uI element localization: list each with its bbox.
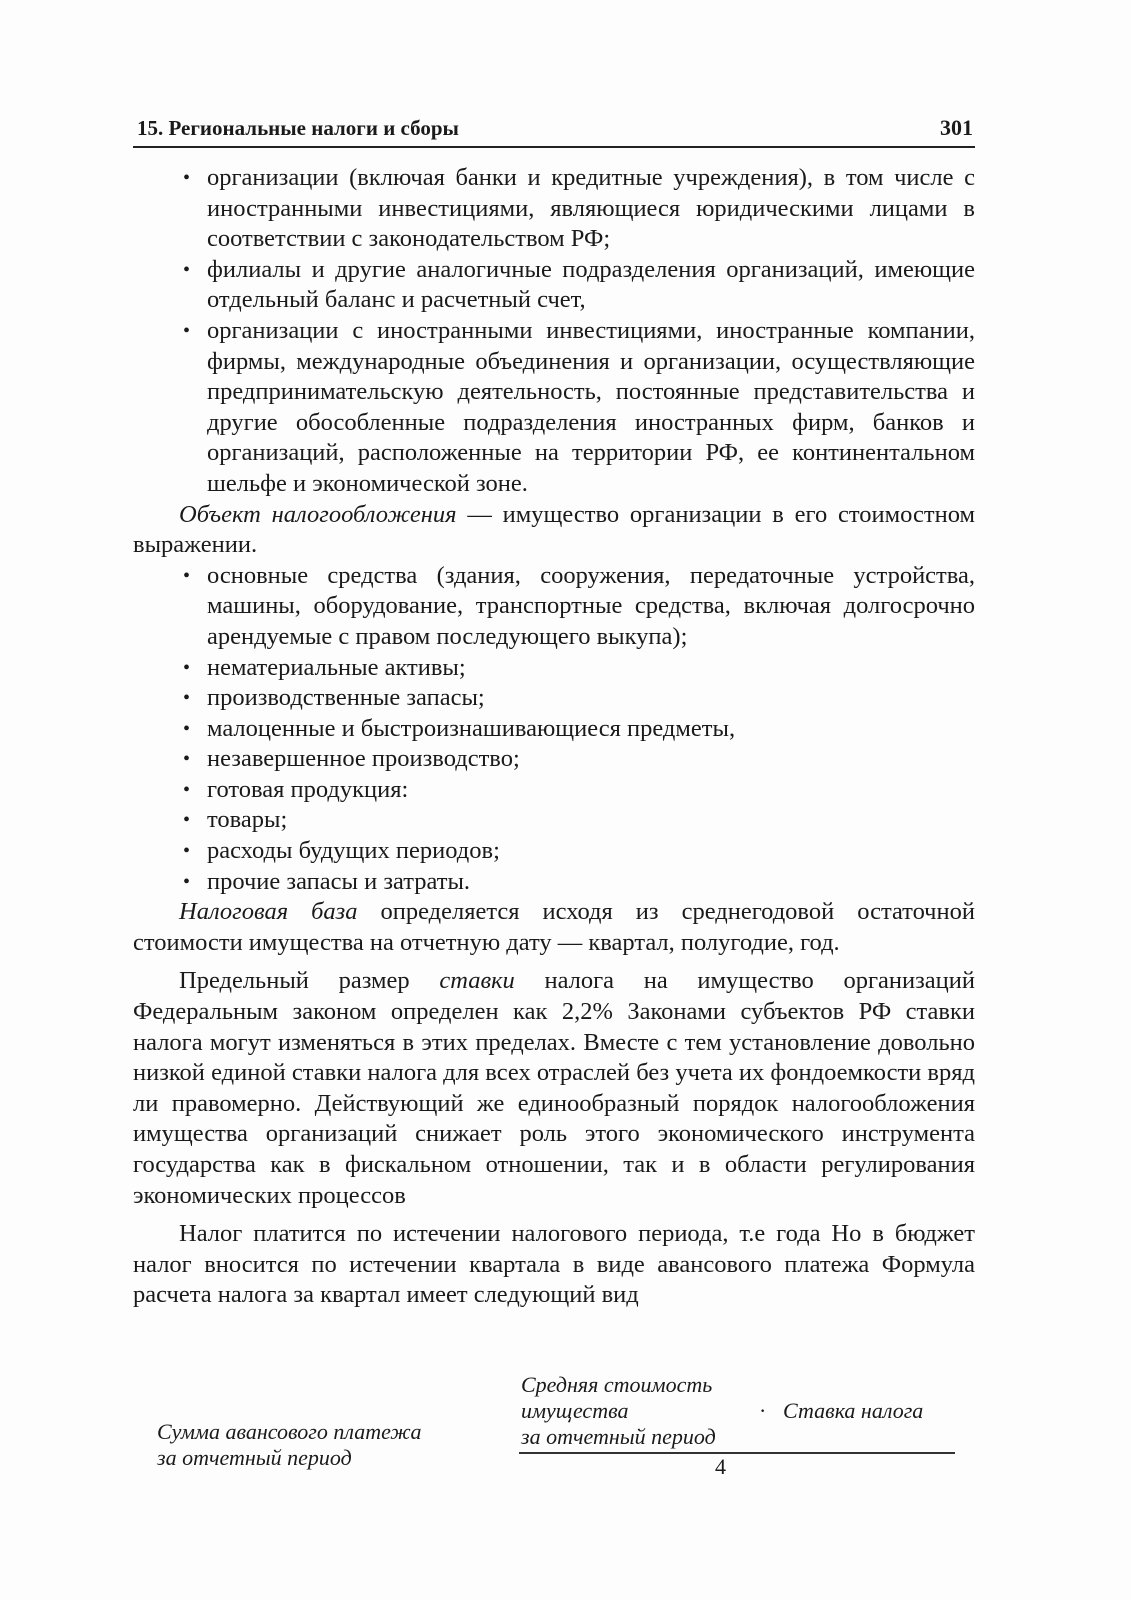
list-item: • филиалы и другие аналогичные подразделения организаций, имеющие отдельный баланс и расчетный счет, bbox=[183, 255, 975, 314]
list-item: • прочие запасы и затраты. bbox=[133, 867, 975, 898]
advance-payment-formula bbox=[133, 1372, 975, 1512]
tax-base-paragraph: Налоговая база определяется исходя из среднегодовой остаточной стоимости имущества на отчетную дату — квартал, полугодие, год. bbox=[133, 898, 975, 956]
tax-rate-paragraph: Предельный размер ставки налога на имущество организаций Федеральным законом определен как 2,2% Законами субъектов РФ ставки налога могут изменяться в этих пределах. Вместе с тем установление довольно низкой единой ставки налога для всех отраслей без учета их фондоемкости вряд ли правомерно. Действующий же единообразный порядок налогообложения имущества организаций снижает роль этого экономического инструмента государства как в фискальном отношении, так и в области регулирования экономических процессов bbox=[133, 967, 975, 1209]
numerator-line2: имущества bbox=[521, 1398, 629, 1423]
bullet-icon: • bbox=[183, 656, 191, 679]
bullet-icon: • bbox=[183, 319, 191, 342]
list-item: • незавершенное производство; bbox=[133, 744, 975, 775]
term-object: Объект налогообложения bbox=[179, 500, 457, 528]
taxpayers-list bbox=[133, 163, 975, 500]
bullet-icon: • bbox=[183, 564, 191, 587]
list-item: • расходы будущих периодов; bbox=[133, 836, 975, 867]
bullet-icon: • bbox=[183, 717, 191, 740]
list-item: • малоценные и быстроизнашивающиеся предметы, bbox=[133, 714, 975, 745]
bullet-icon: • bbox=[183, 748, 191, 771]
bullet-icon: • bbox=[183, 778, 191, 801]
numerator-line1: Средняя стоимость bbox=[521, 1372, 713, 1397]
list-item: • товары; bbox=[133, 805, 975, 836]
payment-paragraph: Налог платится по истечении налогового периода, т.е года Но в бюджет налог вносится по истечении квартала в виде авансового платежа Формула расчета налога за квартал имеет следующий вид bbox=[133, 1220, 975, 1309]
formula-denominator: 4 bbox=[715, 1454, 726, 1479]
formula-left-line2: за отчетный период bbox=[157, 1445, 352, 1470]
object-paragraph: Объект налогообложения — имущество организации в его стоимостном выражении. bbox=[133, 500, 976, 559]
term-rate: ставки bbox=[439, 967, 515, 995]
bullet-icon: • bbox=[183, 258, 191, 281]
running-header bbox=[133, 112, 975, 148]
list-item: • основные средства (здания, сооружения, передаточные устройства, машины, оборудование, транспортные средства, включая долгосрочно арендуемые с правом последующего выкупа); bbox=[183, 561, 975, 650]
list-item: • организации с иностранными инвестициями, иностранные компании, фирмы, международные объединения и организации, осуществляющие предпринимательскую деятельность, постоянные представительства и другие обособленные подразделения иностранных фирм, банков и организаций, расположенные на территории РФ, ее континентальном шельфе и экономической зоне. bbox=[183, 316, 975, 497]
formula-numerator bbox=[521, 1372, 924, 1450]
body-text bbox=[133, 163, 975, 1311]
bullet-icon: • bbox=[183, 687, 191, 710]
chapter-title: 15. Региональные налоги и сборы bbox=[137, 116, 459, 140]
fraction-bar bbox=[519, 1452, 955, 1454]
list-item: • производственные запасы; bbox=[133, 683, 975, 714]
bullet-icon: • bbox=[183, 167, 191, 189]
list-item: • нематериальные активы; bbox=[133, 653, 975, 684]
numerator-line3: за отчетный период bbox=[521, 1424, 716, 1449]
term-tax-base: Налоговая база bbox=[179, 898, 358, 926]
formula-left-line1: Сумма авансового платежа bbox=[157, 1419, 422, 1444]
multiply-sign: · bbox=[759, 1398, 767, 1423]
bullet-icon: • bbox=[183, 809, 191, 832]
list-item: • организации (включая банки и кредитные учреждения), в том числе с иностранными инвестициями, являющиеся юридическими лицами в соответствии с законодательством РФ; bbox=[183, 164, 975, 253]
list-item: • готовая продукция: bbox=[133, 775, 975, 806]
property-list bbox=[133, 561, 975, 898]
page-number: 301 bbox=[940, 115, 973, 140]
bullet-icon: • bbox=[183, 870, 191, 893]
bullet-icon: • bbox=[183, 840, 191, 863]
formula-left-side bbox=[157, 1419, 421, 1471]
numerator-rate: Ставка налога bbox=[783, 1398, 924, 1423]
